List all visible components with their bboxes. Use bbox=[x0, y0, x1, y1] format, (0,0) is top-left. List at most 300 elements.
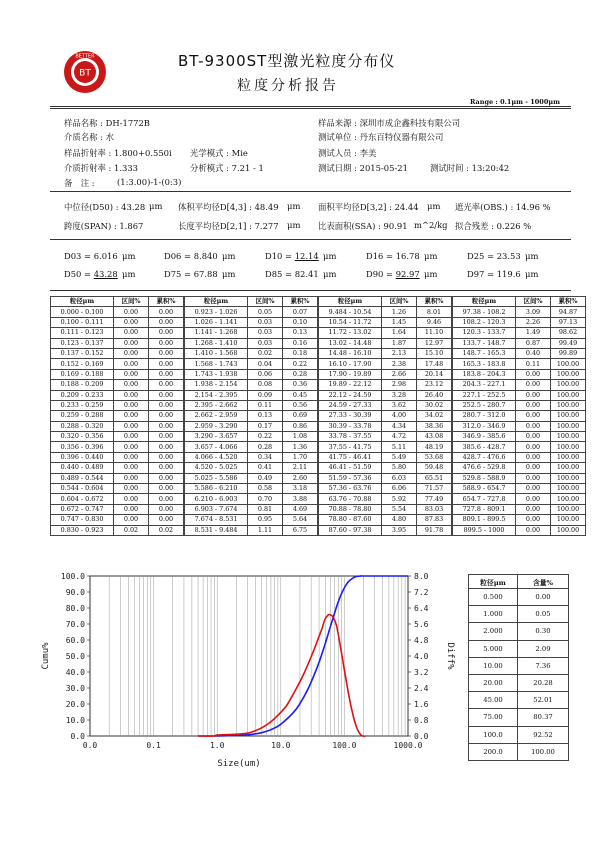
percentile-label: D25 = bbox=[467, 251, 497, 261]
cumulative-percent-cell: 0.22 bbox=[283, 359, 319, 369]
y-tick-label: 0.0 bbox=[70, 732, 85, 741]
size-range-cell: 0.672 - 0.747 bbox=[51, 504, 114, 514]
dist-header: 累积% bbox=[149, 297, 185, 307]
x-tick-label: 1000.0 bbox=[393, 741, 423, 750]
cumulative-percent-cell: 100.00 bbox=[551, 421, 586, 431]
cumulative-percent-cell: 0.13 bbox=[283, 328, 319, 338]
cumulative-percent-cell: 0.56 bbox=[283, 400, 319, 410]
interval-percent-cell: 0.00 bbox=[516, 494, 551, 504]
cumulative-percent-cell: 53.68 bbox=[417, 452, 453, 462]
volume-mean-unit: μm bbox=[287, 201, 301, 211]
cumulative-percent-cell: 4.69 bbox=[283, 504, 319, 514]
x-tick-label: 0.1 bbox=[146, 741, 161, 750]
cumulative-percent-cell: 0.00 bbox=[149, 484, 185, 494]
y-tick-label: 90.0 bbox=[65, 588, 85, 597]
size-range-cell: 428.7 - 476.6 bbox=[452, 452, 516, 462]
interval-percent-cell: 0.09 bbox=[248, 390, 283, 400]
cumulative-percent-cell: 71.57 bbox=[417, 484, 453, 494]
interval-percent-cell: 1.11 bbox=[248, 525, 283, 535]
interval-percent-cell: 0.81 bbox=[248, 504, 283, 514]
cumulative-percent-cell: 26.40 bbox=[417, 390, 453, 400]
size-range-cell: 2.662 - 2.959 bbox=[184, 411, 248, 421]
optical-mode: 光学模式 : Mie bbox=[190, 148, 248, 158]
percentile-value: 6.016 bbox=[93, 251, 118, 261]
table-row bbox=[51, 390, 586, 400]
size-range-cell: 0.259 - 0.288 bbox=[51, 411, 114, 421]
percentile-d06 bbox=[164, 251, 236, 261]
cumulative-percent-cell: 20.14 bbox=[417, 369, 453, 379]
median-diameter: 中位径(D50) : 43.28 bbox=[64, 202, 146, 212]
interval-percent-cell: 0.00 bbox=[114, 328, 149, 338]
dist-header: 粒径μm bbox=[318, 297, 382, 307]
percentile-d10 bbox=[265, 251, 337, 261]
size-range-cell: 1.743 - 1.938 bbox=[184, 369, 248, 379]
interval-percent-cell: 3.95 bbox=[382, 525, 417, 535]
size-range-cell: 1.568 - 1.743 bbox=[184, 359, 248, 369]
interval-percent-cell: 1.26 bbox=[382, 307, 417, 317]
interval-percent-cell: 0.70 bbox=[248, 494, 283, 504]
interval-percent-cell: 0.00 bbox=[114, 390, 149, 400]
cumulative-percent-cell: 94.87 bbox=[551, 307, 586, 317]
x-tick-label: 0.0 bbox=[82, 741, 98, 750]
cumulative-percent-cell: 0.00 bbox=[149, 328, 185, 338]
y2-tick-label: 8.0 bbox=[414, 572, 429, 581]
size-range-cell: 1.026 - 1.141 bbox=[184, 317, 248, 327]
percentile-value: 119.6 bbox=[496, 269, 521, 279]
percentile-d16 bbox=[366, 251, 438, 261]
cum-size-cell: 200.0 bbox=[469, 743, 518, 760]
interval-percent-cell: 0.08 bbox=[248, 380, 283, 390]
y-tick-label: 50.0 bbox=[65, 652, 85, 661]
size-range-cell: 8.531 - 9.484 bbox=[184, 525, 248, 535]
interval-percent-cell: 0.03 bbox=[248, 338, 283, 348]
volume-mean-diameter: 体积平均径D[4,3] : 48.49 bbox=[178, 202, 279, 212]
interval-percent-cell: 0.00 bbox=[516, 525, 551, 535]
table-row bbox=[51, 380, 586, 390]
cum-content-cell: 80.37 bbox=[518, 709, 569, 726]
percentile-label: D85 = bbox=[265, 269, 295, 279]
specific-surface-area-unit: m^2/kg bbox=[414, 220, 448, 230]
size-range-cell: 227.1 - 252.5 bbox=[452, 390, 516, 400]
cum-content-cell: 2.09 bbox=[518, 640, 569, 657]
percentile-label: D06 = bbox=[164, 251, 194, 261]
cum-size-cell: 2.000 bbox=[469, 623, 518, 640]
percentile-value: 82.41 bbox=[294, 269, 319, 279]
interval-percent-cell: 0.00 bbox=[114, 432, 149, 442]
size-range-cell: 312.0 - 346.9 bbox=[452, 421, 516, 431]
interval-percent-cell: 0.00 bbox=[516, 369, 551, 379]
size-range-cell: 78.80 - 87.60 bbox=[318, 515, 382, 525]
cumulative-percent-cell: 0.00 bbox=[149, 307, 185, 317]
interval-percent-cell: 0.22 bbox=[248, 432, 283, 442]
y-tick-label: 80.0 bbox=[65, 604, 85, 613]
interval-percent-cell: 1.49 bbox=[516, 328, 551, 338]
size-range-cell: 0.396 - 0.440 bbox=[51, 452, 114, 462]
cum-size-cell: 0.500 bbox=[469, 589, 518, 606]
interval-percent-cell: 4.80 bbox=[382, 515, 417, 525]
interval-percent-cell: 0.17 bbox=[248, 421, 283, 431]
interval-percent-cell: 5.49 bbox=[382, 452, 417, 462]
cum-size-cell: 100.0 bbox=[469, 726, 518, 743]
size-range-cell: 41.75 - 46.41 bbox=[318, 452, 382, 462]
cum-content-cell: 52.01 bbox=[518, 692, 569, 709]
cumulative-percent-cell: 0.00 bbox=[149, 494, 185, 504]
x-tick-label: 10.0 bbox=[271, 741, 291, 750]
table-row bbox=[51, 400, 586, 410]
percentile-value: 16.78 bbox=[395, 251, 420, 261]
cumulative-percent-cell: 1.36 bbox=[283, 442, 319, 452]
percentile-unit: μm bbox=[525, 251, 539, 261]
cum-header-size: 粒径μm bbox=[469, 575, 518, 589]
table-row bbox=[469, 606, 569, 623]
remark-value: (1:3.00)-1-(0:3) bbox=[117, 177, 182, 187]
size-range-cell: 2.395 - 2.662 bbox=[184, 400, 248, 410]
percentile-d25 bbox=[467, 251, 539, 261]
size-range-cell: 46.41 - 51.59 bbox=[318, 463, 382, 473]
cumulative-percent-cell: 91.78 bbox=[417, 525, 453, 535]
cum-content-cell: 20.28 bbox=[518, 674, 569, 691]
interval-percent-cell: 0.04 bbox=[248, 359, 283, 369]
interval-percent-cell: 0.00 bbox=[516, 380, 551, 390]
size-range-cell: 0.169 - 0.188 bbox=[51, 369, 114, 379]
cumulative-percent-cell: 6.75 bbox=[283, 525, 319, 535]
percentile-unit: μm bbox=[323, 269, 337, 279]
cumulative-percent-cell: 12.97 bbox=[417, 338, 453, 348]
cumulative-percent-cell: 100.00 bbox=[551, 452, 586, 462]
x-axis-label: Size(um) bbox=[217, 759, 261, 769]
table-row bbox=[51, 473, 586, 483]
cumulative-percent-cell: 9.46 bbox=[417, 317, 453, 327]
y-tick-label: 100.0 bbox=[60, 572, 85, 581]
logo-ring-text: BETTER bbox=[75, 53, 95, 60]
cumulative-percent-cell: 83.03 bbox=[417, 504, 453, 514]
test-unit: 测试单位 : 丹东百特仪器有限公司 bbox=[318, 132, 444, 142]
cum-content-cell: 0.05 bbox=[518, 606, 569, 623]
table-row bbox=[51, 328, 586, 338]
percentile-d75 bbox=[164, 269, 236, 279]
tester: 测试人员 : 李美 bbox=[318, 148, 377, 158]
size-range-cell: 0.320 - 0.356 bbox=[51, 432, 114, 442]
cumulative-percent-cell: 15.10 bbox=[417, 348, 453, 358]
interval-percent-cell: 0.00 bbox=[516, 442, 551, 452]
interval-percent-cell: 1.64 bbox=[382, 328, 417, 338]
size-range-cell: 809.1 - 899.5 bbox=[452, 515, 516, 525]
cum-content-cell: 0.00 bbox=[518, 589, 569, 606]
table-row bbox=[469, 589, 569, 606]
cumulative-percent-cell: 0.00 bbox=[149, 338, 185, 348]
cumulative-percent-cell: 43.08 bbox=[417, 432, 453, 442]
cumulative-percent-cell: 23.12 bbox=[417, 380, 453, 390]
plot-frame bbox=[90, 576, 408, 736]
cum-header-content: 含量% bbox=[518, 575, 569, 589]
cumulative-percent-cell: 11.10 bbox=[417, 328, 453, 338]
table-row bbox=[51, 338, 586, 348]
percentile-d90 bbox=[366, 269, 438, 279]
area-mean-unit: μm bbox=[427, 201, 441, 211]
interval-percent-cell: 0.58 bbox=[248, 484, 283, 494]
interval-percent-cell: 0.11 bbox=[248, 400, 283, 410]
size-range-cell: 0.188 - 0.209 bbox=[51, 380, 114, 390]
cumulative-percent-cell: 0.86 bbox=[283, 421, 319, 431]
cumulative-table bbox=[468, 574, 569, 761]
cumulative-percent-cell: 0.00 bbox=[149, 390, 185, 400]
size-range-cell: 588.9 - 654.7 bbox=[452, 484, 516, 494]
report-title: BT-9300ST型激光粒度分布仪 bbox=[178, 52, 396, 70]
interval-percent-cell: 0.03 bbox=[248, 328, 283, 338]
size-range-cell: 6.210 - 6.903 bbox=[184, 494, 248, 504]
size-range-cell: 5.586 - 6.210 bbox=[184, 484, 248, 494]
table-row bbox=[469, 623, 569, 640]
cumulative-percent-cell: 0.00 bbox=[149, 473, 185, 483]
size-range-cell: 6.903 - 7.674 bbox=[184, 504, 248, 514]
brand-logo bbox=[63, 50, 107, 94]
interval-percent-cell: 0.00 bbox=[516, 390, 551, 400]
cumulative-percent-cell: 0.00 bbox=[149, 442, 185, 452]
cum-content-cell: 0.30 bbox=[518, 623, 569, 640]
table-row bbox=[51, 348, 586, 358]
cumulative-percent-cell: 100.00 bbox=[551, 359, 586, 369]
size-range-cell: 654.7 - 727.8 bbox=[452, 494, 516, 504]
distribution-chart bbox=[30, 566, 460, 776]
table-row bbox=[51, 307, 586, 317]
interval-percent-cell: 0.00 bbox=[516, 452, 551, 462]
size-range-cell: 22.12 - 24.59 bbox=[318, 390, 382, 400]
interval-percent-cell: 6.03 bbox=[382, 473, 417, 483]
median-diameter-unit: μm bbox=[149, 201, 163, 211]
percentile-d50 bbox=[64, 269, 136, 279]
dist-header: 累积% bbox=[417, 297, 453, 307]
interval-percent-cell: 6.06 bbox=[382, 484, 417, 494]
size-range-cell: 0.923 - 1.026 bbox=[184, 307, 248, 317]
size-range-cell: 37.55 - 41.75 bbox=[318, 442, 382, 452]
interval-percent-cell: 0.05 bbox=[248, 307, 283, 317]
distribution-table bbox=[50, 296, 586, 536]
percentile-label: D90 = bbox=[366, 269, 396, 279]
table-row bbox=[51, 369, 586, 379]
cumulative-percent-cell: 0.00 bbox=[149, 369, 185, 379]
cumulative-percent-cell: 98.62 bbox=[551, 328, 586, 338]
size-range-cell: 727.8 - 809.1 bbox=[452, 504, 516, 514]
interval-percent-cell: 0.00 bbox=[114, 484, 149, 494]
cumulative-percent-cell: 0.00 bbox=[149, 317, 185, 327]
size-range-cell: 385.6 - 428.7 bbox=[452, 442, 516, 452]
size-range-cell: 0.288 - 0.320 bbox=[51, 421, 114, 431]
percentile-d03 bbox=[64, 251, 136, 261]
cum-size-cell: 1.000 bbox=[469, 606, 518, 623]
cumulative-percent-cell: 3.88 bbox=[283, 494, 319, 504]
cum-size-cell: 10.00 bbox=[469, 657, 518, 674]
size-range-cell: 252.5 - 280.7 bbox=[452, 400, 516, 410]
size-range-cell: 0.152 - 0.169 bbox=[51, 359, 114, 369]
percentile-label: D03 = bbox=[64, 251, 94, 261]
interval-percent-cell: 4.00 bbox=[382, 411, 417, 421]
size-range-cell: 7.674 - 8.531 bbox=[184, 515, 248, 525]
cumulative-percent-cell: 100.00 bbox=[551, 442, 586, 452]
y2-tick-label: 5.6 bbox=[414, 620, 429, 629]
dist-header: 区间% bbox=[516, 297, 551, 307]
cum-size-cell: 45.00 bbox=[469, 692, 518, 709]
sample-name: 样品名称 : DH-1772B bbox=[64, 118, 150, 128]
table-row bbox=[51, 317, 586, 327]
interval-percent-cell: 4.34 bbox=[382, 421, 417, 431]
y-tick-label: 20.0 bbox=[65, 700, 85, 709]
cumulative-percent-cell: 0.36 bbox=[283, 380, 319, 390]
interval-percent-cell: 0.00 bbox=[114, 400, 149, 410]
table-row bbox=[469, 674, 569, 691]
interval-percent-cell: 0.00 bbox=[114, 380, 149, 390]
table-row bbox=[51, 484, 586, 494]
interval-percent-cell: 0.00 bbox=[114, 369, 149, 379]
cumulative-percent-cell: 0.00 bbox=[149, 463, 185, 473]
y-tick-label: 30.0 bbox=[65, 684, 85, 693]
percentile-unit: μm bbox=[222, 251, 236, 261]
table-row bbox=[469, 726, 569, 743]
x-tick-label: 100.0 bbox=[332, 741, 357, 750]
cumulative-percent-cell: 34.02 bbox=[417, 411, 453, 421]
interval-percent-cell: 2.13 bbox=[382, 348, 417, 358]
cumulative-percent-cell: 0.00 bbox=[149, 432, 185, 442]
interval-percent-cell: 0.00 bbox=[516, 463, 551, 473]
cumulative-percent-cell: 0.45 bbox=[283, 390, 319, 400]
interval-percent-cell: 0.00 bbox=[516, 432, 551, 442]
dist-header: 区间% bbox=[382, 297, 417, 307]
cumulative-percent-cell: 100.00 bbox=[551, 525, 586, 535]
interval-percent-cell: 2.38 bbox=[382, 359, 417, 369]
y2-tick-label: 1.6 bbox=[414, 700, 429, 709]
percentile-d97 bbox=[467, 269, 539, 279]
range-label: Range : 0.1μm - 1000μm bbox=[470, 98, 560, 106]
size-range-cell: 183.8 - 204.3 bbox=[452, 369, 516, 379]
size-range-cell: 133.7 - 148.7 bbox=[452, 338, 516, 348]
logo-mark-text: BT bbox=[79, 68, 91, 79]
interval-percent-cell: 5.54 bbox=[382, 504, 417, 514]
cumulative-percent-cell: 100.00 bbox=[551, 432, 586, 442]
cum-size-cell: 5.000 bbox=[469, 640, 518, 657]
size-range-cell: 87.60 - 97.38 bbox=[318, 525, 382, 535]
y-tick-label: 60.0 bbox=[65, 636, 85, 645]
size-range-cell: 4.066 - 4.520 bbox=[184, 452, 248, 462]
size-range-cell: 19.89 - 22.12 bbox=[318, 380, 382, 390]
size-range-cell: 0.000 - 0.100 bbox=[51, 307, 114, 317]
fit-residual: 拟合残差 : 0.226 % bbox=[455, 221, 532, 231]
interval-percent-cell: 0.00 bbox=[114, 338, 149, 348]
cumulative-percent-cell: 0.00 bbox=[149, 348, 185, 358]
size-range-cell: 529.8 - 588.9 bbox=[452, 473, 516, 483]
y2-axis-label: Diff% bbox=[445, 642, 455, 670]
size-range-cell: 0.111 - 0.123 bbox=[51, 328, 114, 338]
size-range-cell: 51.59 - 57.36 bbox=[318, 473, 382, 483]
interval-percent-cell: 4.72 bbox=[382, 432, 417, 442]
cumulative-percent-cell: 48.19 bbox=[417, 442, 453, 452]
size-range-cell: 0.233 - 0.259 bbox=[51, 400, 114, 410]
test-date: 测试日期 : 2015-05-21 bbox=[318, 163, 408, 173]
size-range-cell: 0.123 - 0.137 bbox=[51, 338, 114, 348]
size-range-cell: 2.154 - 2.395 bbox=[184, 390, 248, 400]
cumulative-percent-cell: 77.49 bbox=[417, 494, 453, 504]
interval-percent-cell: 0.13 bbox=[248, 411, 283, 421]
interval-percent-cell: 0.00 bbox=[114, 494, 149, 504]
interval-percent-cell: 2.98 bbox=[382, 380, 417, 390]
size-range-cell: 30.39 - 33.78 bbox=[318, 421, 382, 431]
cumulative-percent-cell: 100.00 bbox=[551, 411, 586, 421]
table-row bbox=[51, 525, 586, 535]
table-row bbox=[51, 442, 586, 452]
cumulative-percent-cell: 0.00 bbox=[149, 411, 185, 421]
cumulative-percent-cell: 99.89 bbox=[551, 348, 586, 358]
interval-percent-cell: 0.06 bbox=[248, 369, 283, 379]
interval-percent-cell: 0.00 bbox=[114, 421, 149, 431]
table-row bbox=[51, 504, 586, 514]
cum-content-cell: 100.00 bbox=[518, 743, 569, 760]
y2-tick-label: 0.8 bbox=[414, 716, 429, 725]
length-mean-unit: μm bbox=[287, 220, 301, 230]
table-row bbox=[51, 452, 586, 462]
cumulative-percent-cell: 3.18 bbox=[283, 484, 319, 494]
size-range-cell: 0.544 - 0.604 bbox=[51, 484, 114, 494]
y-tick-label: 40.0 bbox=[65, 668, 85, 677]
size-range-cell: 57.36 - 63.76 bbox=[318, 484, 382, 494]
size-range-cell: 0.830 - 0.923 bbox=[51, 525, 114, 535]
sample-refractive-index: 样品折射率 : 1.800+0.550i bbox=[64, 148, 172, 158]
cumulative-percent-cell: 0.00 bbox=[149, 380, 185, 390]
y2-tick-label: 3.2 bbox=[414, 668, 429, 677]
percentile-value: 12.14 bbox=[294, 251, 319, 261]
size-range-cell: 5.025 - 5.586 bbox=[184, 473, 248, 483]
interval-percent-cell: 2.66 bbox=[382, 369, 417, 379]
table-row bbox=[469, 709, 569, 726]
percentile-unit: μm bbox=[222, 269, 236, 279]
cumulative-percent-cell: 30.02 bbox=[417, 400, 453, 410]
size-range-cell: 3.290 - 3.657 bbox=[184, 432, 248, 442]
cum-content-cell: 92.52 bbox=[518, 726, 569, 743]
cumulative-percent-cell: 100.00 bbox=[551, 504, 586, 514]
percentile-unit: μm bbox=[323, 251, 337, 261]
cumulative-percent-cell: 17.48 bbox=[417, 359, 453, 369]
cumulative-percent-cell: 97.13 bbox=[551, 317, 586, 327]
medium-refractive-index: 介质折射率 : 1.333 bbox=[64, 163, 138, 173]
size-range-cell: 1.141 - 1.268 bbox=[184, 328, 248, 338]
y2-tick-label: 4.8 bbox=[414, 636, 429, 645]
size-range-cell: 1.268 - 1.410 bbox=[184, 338, 248, 348]
dist-header: 区间% bbox=[248, 297, 283, 307]
size-range-cell: 0.747 - 0.830 bbox=[51, 515, 114, 525]
area-mean-diameter: 面积平均径D[3,2] : 24.44 bbox=[318, 202, 419, 212]
table-row bbox=[51, 515, 586, 525]
interval-percent-cell: 0.00 bbox=[114, 442, 149, 452]
cumulative-percent-cell: 5.64 bbox=[283, 515, 319, 525]
interval-percent-cell: 0.87 bbox=[516, 338, 551, 348]
table-row bbox=[469, 692, 569, 709]
cumulative-percent-cell: 0.02 bbox=[149, 525, 185, 535]
percentile-value: 8.840 bbox=[193, 251, 218, 261]
dist-header: 区间% bbox=[114, 297, 149, 307]
y2-tick-label: 0.0 bbox=[414, 732, 429, 741]
cum-size-cell: 20.00 bbox=[469, 674, 518, 691]
analysis-mode: 分析模式 : 7.21 - 1 bbox=[190, 163, 264, 173]
interval-percent-cell: 0.00 bbox=[516, 411, 551, 421]
percentile-unit: μm bbox=[424, 251, 438, 261]
sample-source: 样品来源 : 深圳市成企鑫科技有限公司 bbox=[318, 118, 461, 128]
size-range-cell: 4.520 - 5.025 bbox=[184, 463, 248, 473]
size-range-cell: 0.356 - 0.396 bbox=[51, 442, 114, 452]
table-row bbox=[469, 640, 569, 657]
cumulative-percent-cell: 100.00 bbox=[551, 390, 586, 400]
interval-percent-cell: 0.00 bbox=[516, 484, 551, 494]
interval-percent-cell: 0.00 bbox=[114, 317, 149, 327]
table-row bbox=[469, 743, 569, 760]
series-line-diff bbox=[198, 615, 365, 737]
cumulative-percent-cell: 0.00 bbox=[149, 421, 185, 431]
